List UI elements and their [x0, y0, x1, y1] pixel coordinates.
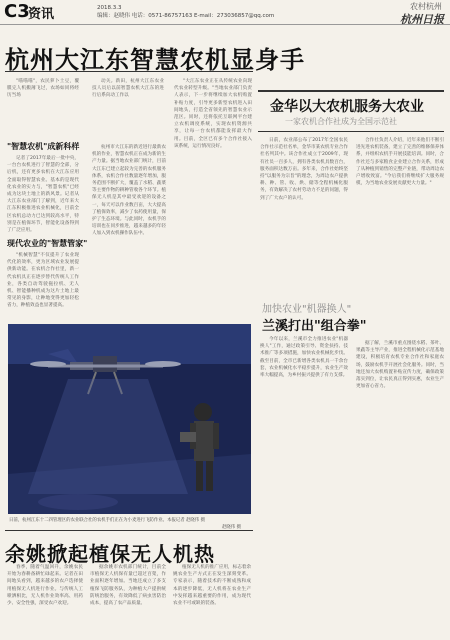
article1-col1b-body: "机械智慧"不仅提升了农业现代化的效率，更为区域农业发展提供新动能。在农机合作社里，新一代农机具正在逐步替代传统人工作业，各类自动驾驶拖拉机、无人机、智能播种机成为这片土地上最常见的身影，让种地变得更加轻松省力，种植效益也显著提高。	[7, 253, 79, 309]
header-info	[97, 4, 274, 20]
article3-col-b: 据余姚市农机部门统计，目前全市植保无人机保有量已超过百架，作业面积逐年增加。当地还成立了多支植保飞防服务队，为种植大户提供统防统治服务，有效降低了病虫害防治成本，提高了农产品质量。	[90, 565, 166, 607]
article1-lead-col1: "喵喵喵"，农民萝卜土豆，覆膜完人机搬薄飞过，农场如同将经历当场	[7, 79, 79, 99]
article3-headline: 余姚掀起植保无人机热	[5, 542, 215, 566]
header-date: 2018.3.3	[97, 5, 122, 11]
page-header	[0, 0, 450, 25]
section-number: C3	[4, 1, 30, 22]
headline-rule	[5, 71, 253, 72]
article3-col-a: 春季，随着气温回升，余姚农民开始为春耕备耕忙碌起来。记者在田间地头看到，越来越多的农户选择使用植保无人机进行作业。与传统人工喷洒相比，无人机作业效率高、用药少、安全性强，深受农户欢迎。	[7, 565, 83, 607]
article2-subtitle-rule	[258, 131, 444, 132]
article1-col3-body: "大江东农业正在从传统农业向现代农业转型升级。"当地农业部门负责人表示，下一步将继续加大农机购置补贴力度，引导更多新型农机进入田间地头，打造全省领先的智慧农业示范区。同时，还将依托互联网平台建立农机调度系统，实现农机资源共享，让每一台农机都能发挥最大作用。目前，全区已有多个合作社接入该系统，运行情况良好。	[174, 79, 252, 149]
article2-subtitle: 一家农机合作社成为全国示范社	[285, 117, 397, 126]
brand-subtitle: 农村杭州	[410, 2, 442, 11]
article-divider	[5, 530, 253, 531]
article2-sub-headline: 兰溪打出"组合拳"	[262, 319, 367, 334]
article2-col-a: 日前，农业部公布了2017年全国农民合作社示范社名单，金华市某农机专业合作社名列其中。该合作社成立于2009年，现有社员一百多人，拥有各类农机具数百台，服务面积达数万亩。多年来，合作社始终坚持"以服务为宗旨"的理念，为周边农户提供耕、种、管、收、烘、储等全程机械化服务，有效解决了农村劳动力不足的问题，得到了广大农户的认可。	[260, 138, 348, 201]
article1-col1-body: 记者了2017年最后一批中央，一台台农机进行了智慧的全部，分后机，还有更多农机在大江东应用全面取得智慧农业。基本的是现代化农业的实力与，"智慧农机"已经成为这块土地上的新风景。记者从大江东农业部门了解到，近年来大江东积极推进农业机械化，目前全区农机总动力已达到较高水平，特别是在植保环节，智能化设备得到了广泛应用。	[7, 156, 79, 234]
article1-col2-body: 杭州市大江东的新近进行最新农机的作业，智慧农机正在成为新的生产力量。据当地农业部门统计，目前大江东已建立起较为完善的农机服务体系，农机合作社数量逐年增加，服务范围不断扩大，覆盖了水稻、蔬菜等主要作物的耕种管收各个环节。植保无人机是其中最受欢迎的设备之一，每天可以作业数百亩，大大提高了植保效率，减少了农药使用量，保护了生态环境。与此同时，农机手的培训也在同步推进，越来越多的年轻人加入到农机操作队伍中。	[92, 145, 166, 237]
article2-col-b: 合作社负责人介绍，近年来他们不断引进先进农机装备，建立了完善的维修保养体系，并组织农机手开展技能培训。同时，合作社还与多家粮食企业建立合作关系，形成了从种植到销售的完整产业链，带动周边农户增收致富。"今后我们将继续扩大服务规模，为当地农业发展贡献更大力量。"	[356, 138, 444, 187]
header-contact: 编辑：赵晓伟 电话：0571-86757163 E-mail：273036857@qq.com	[97, 13, 275, 19]
photo-credit: 赵晓伟 摄	[222, 525, 241, 530]
subhead-smart-machinery: "智慧农机"成新科样	[7, 142, 80, 151]
brand-logo: 杭州日报	[400, 13, 444, 26]
article2-col-c: 今年以来，兰溪市全力推进农业"机器换人"工作，通过政策引导、资金扶持、技术推广等多项措施，加快农业机械化步伐。截至目前，全市已新增各类农机具一千余台套，农业机械化水平稳步提升，农业生产效率大幅提高，为乡村振兴提供了有力支撑。	[260, 337, 348, 379]
article2-top-rule	[258, 90, 444, 92]
photo-caption: 日前，杭州江东十二四管理区的农业联合社的农机手们正在为小麦进行飞防作业。本报记者 赵晓伟 摄	[9, 518, 205, 523]
article2-col-d: 据了解，兰溪市重点围绕水稻、茶叶、果蔬等主导产业，推进全程机械化示范基地建设，积极培育农机专业合作社和家庭农场，鼓励农机手开展社会化服务。同时，当地还加大农机购置补贴宣传力度，确保政策落实到位，让农民真正得到实惠，农业生产更加省心省力。	[356, 341, 444, 390]
drone-spraying-photo	[8, 324, 251, 514]
article1-lead-col2: 动关。新田，杭州大江东农业技人员后以前智慧农机大江东的进行后系向动工作以	[92, 79, 164, 99]
article1-headline: 杭州大江东智慧农机显身手	[5, 46, 305, 74]
subhead-smart-steward: 现代农业的"智慧管家"	[7, 239, 88, 248]
photo-illustration	[8, 324, 251, 514]
article3-col-c: 植保无人机的推广应用，标志着余姚农业生产方式正在发生深刻变革。专家表示，随着技术的不断成熟和成本的逐步降低，无人机将在农业生产中发挥越来越重要的作用，成为现代农业不可或缺的装备。	[173, 565, 251, 607]
article2-kicker: 加快农业"机器换人"	[262, 304, 352, 315]
article2-headline: 金华以大农机服务大农业	[270, 99, 424, 115]
section-name: 资讯	[28, 7, 55, 22]
